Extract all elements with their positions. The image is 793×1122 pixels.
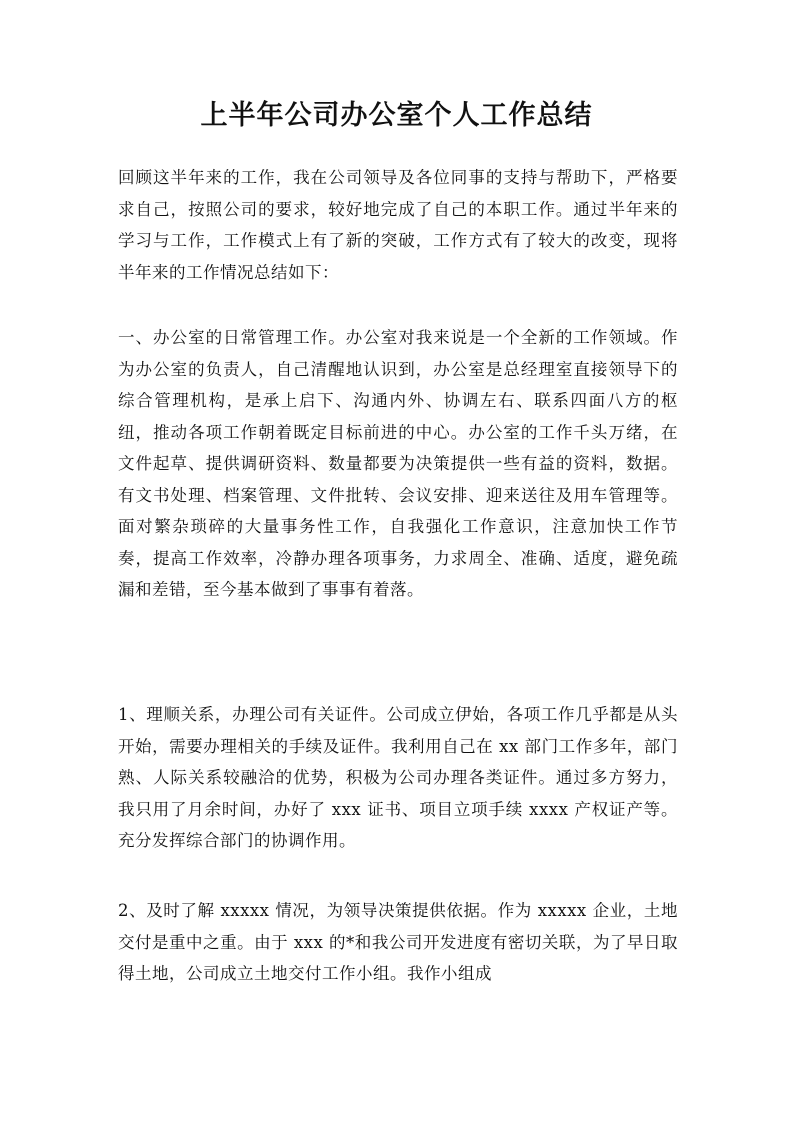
- paragraph-item-1: 1、理顺关系，办理公司有关证件。公司成立伊始，各项工作几乎都是从头开始，需要办理相关的手续及证件。我利用自己在 xx 部门工作多年，部门熟、人际关系较融洽的优势，积极为公司办理各类证件。通过多方努力，我只用了月余时间，办好了 xxx 证书、项目立项手续 xxxx 产权证产等。充分发挥综合部门的协调作用。: [118, 705, 678, 850]
- paragraph-intro: 回顾这半年来的工作，我在公司领导及各位同事的支持与帮助下，严格要求自己，按照公司的要求，较好地完成了自己的本职工作。通过半年来的学习与工作，工作模式上有了新的突破，工作方式有了较大的改变，现将半年来的工作情况总结如下：: [118, 168, 678, 282]
- paragraph-section-1: 一、办公室的日常管理工作。办公室对我来说是一个全新的工作领域。作为办公室的负责人，自己清醒地认识到，办公室是总经理室直接领导下的综合管理机构，是承上启下、沟通内外、协调左右、联系四面八方的枢纽，推动各项工作朝着既定目标前进的中心。办公室的工作千头万绪，在文件起草、提供调研资料、数量都要为决策提供一些有益的资料，数据。有文书处理、档案管理、文件批转、会议安排、迎来送往及用车管理等。面对繁杂琐碎的大量事务性工作，自我强化工作意识，注意加快工作节奏，提高工作效率，冷静办理各项事务，力求周全、准确、适度，避免疏漏和差错，至今基本做到了事事有着落。: [118, 328, 678, 599]
- document-title: 上半年公司办公室个人工作总结: [200, 100, 593, 131]
- paragraph-item-2: 2、及时了解 xxxxx 情况，为领导决策提供依据。作为 xxxxx 企业，土地交付是重中之重。由于 xxx 的*和我公司开发进度有密切关联，为了早日取得土地，公司成立土地交付工作小组。我作小组成: [118, 901, 678, 983]
